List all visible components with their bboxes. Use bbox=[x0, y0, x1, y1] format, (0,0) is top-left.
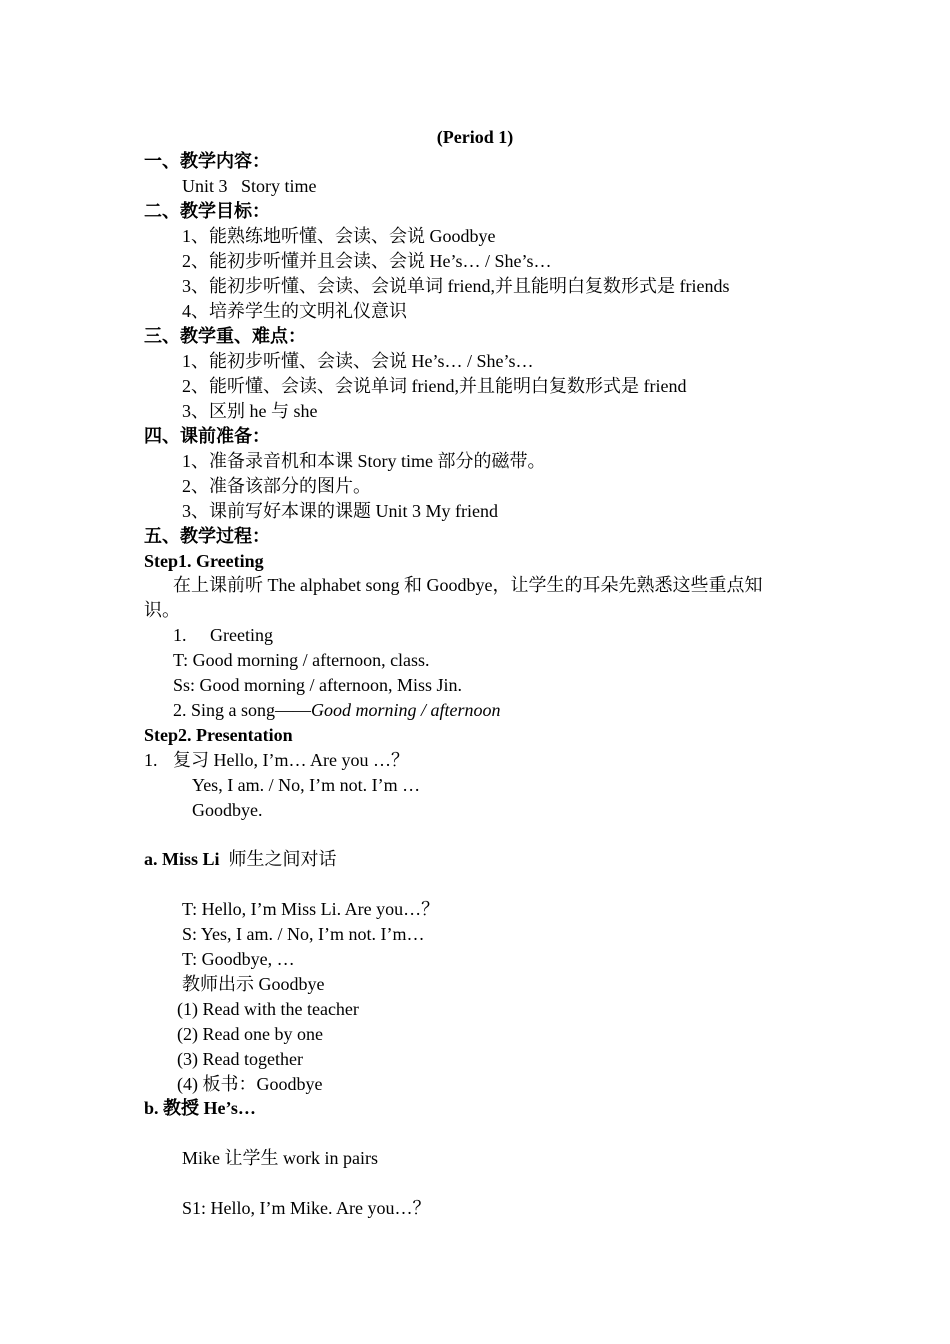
reading-step: (1) Read with the teacher bbox=[177, 999, 359, 1019]
dialog-line: T: Hello, I’m Miss Li. Are you…？ bbox=[182, 899, 440, 919]
section-4-item: 2、准备该部分的图片。 bbox=[182, 476, 371, 496]
section-3-item: 2、能听懂、会读、会说单词 friend,并且能明白复数形式是 friend bbox=[182, 376, 687, 396]
section-2-heading: 二、教学目标： bbox=[144, 201, 270, 221]
reading-step: (3) Read together bbox=[177, 1049, 303, 1069]
step1-item1-number: 1. bbox=[173, 625, 187, 645]
section-1-content: Unit 3 Story time bbox=[182, 176, 317, 196]
section-4-item: 3、课前写好本课的课题 Unit 3 My friend bbox=[182, 501, 498, 521]
section-5-heading: 五、教学过程： bbox=[144, 526, 270, 546]
teacher-shows-goodbye: 教师出示 Goodbye bbox=[182, 974, 325, 994]
section-2-item: 4、培养学生的文明礼仪意识 bbox=[182, 301, 407, 321]
step2-reply-2: Goodbye. bbox=[192, 800, 263, 820]
section-2-item: 3、能初步听懂、会读、会说单词 friend,并且能明白复数形式是 friends bbox=[182, 276, 730, 296]
step2-reply-1: Yes, I am. / No, I’m not. I’m … bbox=[192, 775, 421, 795]
reading-step: (4) 板书：Goodbye bbox=[177, 1074, 323, 1094]
section-4-heading: 四、课前准备： bbox=[144, 426, 270, 446]
step2-item1-text: 复习 Hello, I’m… Are you …？ bbox=[173, 750, 409, 770]
step1-item1-text: Greeting bbox=[210, 625, 273, 645]
section-2-item: 1、能熟练地听懂、会读、会说 Goodbye bbox=[182, 226, 496, 246]
part-a-label: a. Miss Li bbox=[144, 849, 220, 869]
section-4-item: 1、准备录音机和本课 Story time 部分的磁带。 bbox=[182, 451, 546, 471]
step1-intro-line2: 识。 bbox=[144, 600, 180, 620]
step1-intro-line1: 在上课前听 The alphabet song 和 Goodbye，让学生的耳朵先熟悉这些重点知 bbox=[173, 575, 763, 595]
song-title: Good morning / afternoon bbox=[311, 700, 501, 720]
step1-sing-line bbox=[173, 698, 501, 722]
reading-step: (2) Read one by one bbox=[177, 1024, 323, 1044]
section-3-item: 3、区别 he 与 she bbox=[182, 401, 318, 421]
step1-students-line: Ss: Good morning / afternoon, Miss Jin. bbox=[173, 675, 463, 695]
part-b-heading: b. 教授 He’s… bbox=[144, 1098, 256, 1118]
part-a-line bbox=[144, 847, 337, 871]
part-b-s1-line: S1: Hello, I’m Mike. Are you…？ bbox=[182, 1198, 431, 1218]
sing-prefix: 2. Sing a song—— bbox=[173, 700, 312, 720]
section-3-item: 1、能初步听懂、会读、会说 He’s… / She’s… bbox=[182, 351, 534, 371]
section-3-heading: 三、教学重、难点： bbox=[144, 326, 306, 346]
part-b-pairs: Mike 让学生 work in pairs bbox=[182, 1148, 378, 1168]
dialog-line: T: Goodbye, … bbox=[182, 949, 295, 969]
step2-heading: Step2. Presentation bbox=[144, 725, 293, 745]
section-2-item: 2、能初步听懂并且会读、会说 He’s… / She’s… bbox=[182, 251, 552, 271]
step2-item1-number: 1. bbox=[144, 750, 158, 770]
section-1-heading: 一、教学内容： bbox=[144, 151, 270, 171]
step1-heading: Step1. Greeting bbox=[144, 551, 264, 571]
part-a-description: 师生之间对话 bbox=[228, 849, 337, 869]
period-title: (Period 1) bbox=[436, 127, 514, 147]
dialog-line: S: Yes, I am. / No, I’m not. I’m… bbox=[182, 924, 425, 944]
step1-teacher-line: T: Good morning / afternoon, class. bbox=[173, 650, 430, 670]
